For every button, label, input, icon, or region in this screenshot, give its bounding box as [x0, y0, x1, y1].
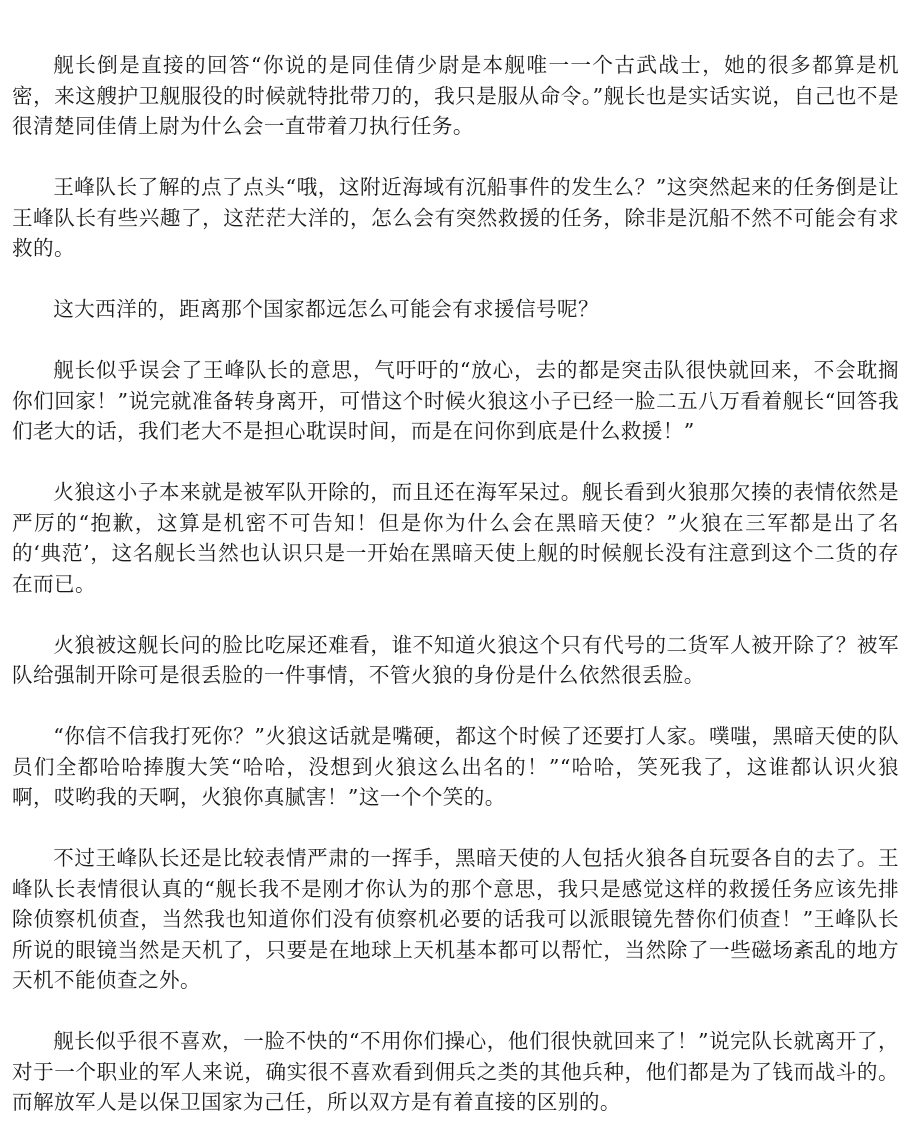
- paragraph: 王峰队长了解的点了点头“哦，这附近海域有沉船事件的发生么？”这突然起来的任务倒是让王峰队长有些兴趣了，这茫茫大洋的，怎么会有突然救援的任务，除非是沉船不然不可能会有求救的。: [12, 175, 899, 260]
- paragraph: 这大西洋的，距离那个国家都远怎么可能会有求援信号呢？: [53, 297, 600, 321]
- paragraph: 不过王峰队长还是比较表情严肃的一挥手，黑暗天使的人包括火狼各自玩耍各自的去了。王峰队长表情很认真的“舰长我不是刚才你认为的那个意思，我只是感觉这样的救援任务应该先排除侦察机侦查，当然我也知道你们没有侦察机必要的话我可以派眼镜先替你们侦查！”王峰队长所说的眼镜当然是天机了，只要是在地球上天机基本都可以帮忙，当然除了一些磁场紊乱的地方天机不能侦查之外。: [12, 846, 899, 992]
- paragraph: 火狼被这舰长问的脸比吃屎还难看，谁不知道火狼这个只有代号的二货军人被开除了？被军队给强制开除可是很丢脸的一件事情，不管火狼的身份是什么依然很丢脸。: [12, 632, 899, 687]
- paragraph: 舰长似乎很不喜欢，一脸不快的“不用你们操心，他们很快就回来了！”说完队长就离开了，对于一个职业的军人来说，确实很不喜欢看到佣兵之类的其他兵种，他们都是为了钱而战斗的。而解放军人是以保卫国家为己任，所以双方是有着直接的区别的。: [12, 1029, 899, 1114]
- paragraph: 舰长似乎误会了王峰队长的意思，气吁吁的“放心，去的都是突击队很快就回来，不会耽搁你们回家！”说完就准备转身离开，可惜这个时候火狼这小子已经一脸二五八万看着舰长“回答我们老大的话，我们老大不是担心耽误时间，而是在问你到底是什么救援！”: [12, 358, 899, 443]
- paragraph: 火狼这小子本来就是被军队开除的，而且还在海军呆过。舰长看到火狼那欠揍的表情依然是严厉的“抱歉，这算是机密不可告知！但是你为什么会在黑暗天使？”火狼在三军都是出了名的‘典范’，这名舰长当然也认识只是一开始在黑暗天使上舰的时候舰长没有注意到这个二货的存在而已。: [12, 480, 899, 596]
- paragraph: “你信不信我打死你？”火狼这话就是嘴硬，都这个时候了还要打人家。噗嗤，黑暗天使的队员们全都哈哈捧腹大笑“哈哈，没想到火狼这么出名的！”“哈哈，笑死我了，这谁都认识火狼啊，哎哟我的天啊，火狼你真腻害！”这一个个笑的。: [12, 724, 899, 809]
- paragraph: 舰长倒是直接的回答“你说的是同佳倩少尉是本舰唯一一个古武战士，她的很多都算是机密，来这艘护卫舰服役的时候就特批带刀的，我只是服从命令。”舰长也是实话实说，自己也不是很清楚同佳倩上尉为什么会一直带着刀执行任务。: [12, 53, 899, 138]
